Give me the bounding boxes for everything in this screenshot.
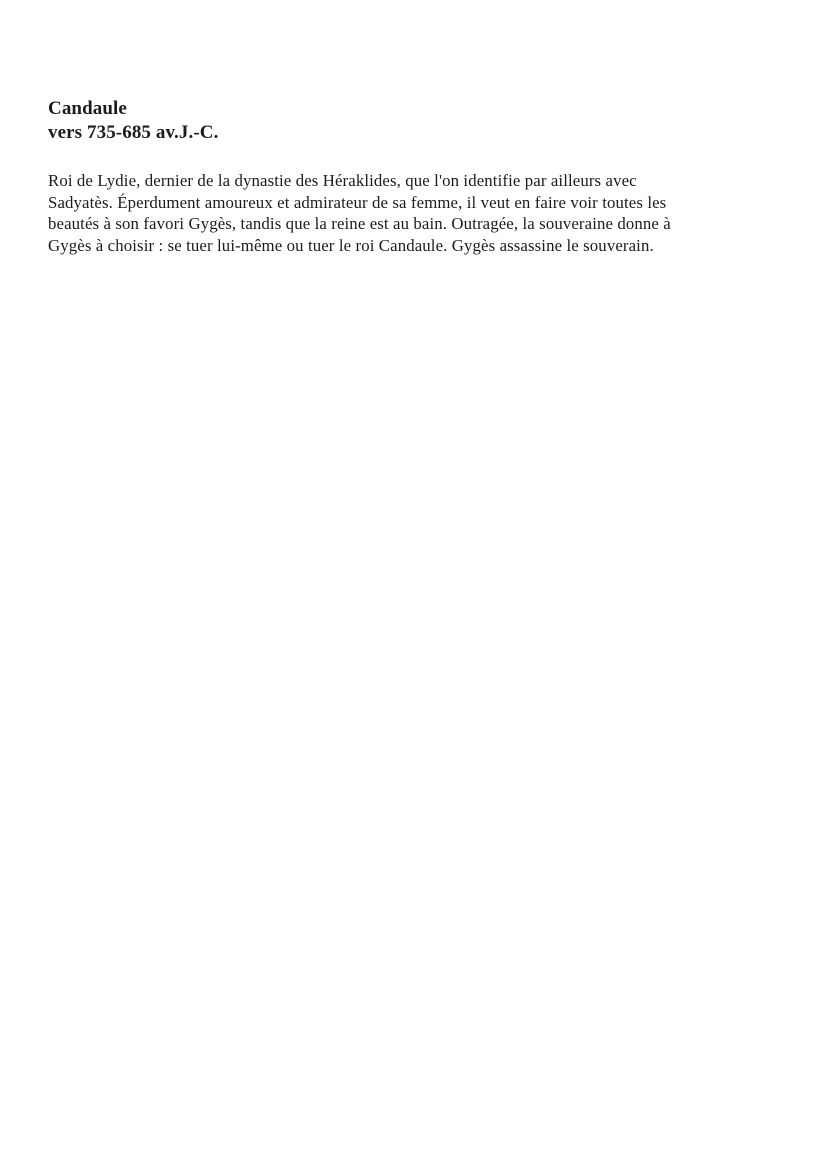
description-paragraph — [48, 170, 763, 256]
document-content — [48, 97, 763, 256]
paragraph-line: beautés à son favori Gygès, tandis que la reine est au bain. Outragée, la souveraine donne à — [48, 214, 671, 233]
paragraph-line: Sadyatès. Éperdument amoureux et admirateur de sa femme, il veut en faire voir toutes les — [48, 192, 667, 212]
paragraph-line: Gygès à choisir : se tuer lui-même ou tuer le roi Candaule. Gygès assassine le souverain. — [48, 235, 654, 255]
page-subtitle-dates: vers 735-685 av.J.-C. — [48, 122, 219, 143]
page-title: Candaule — [48, 98, 127, 119]
paragraph-line: Roi de Lydie, dernier de la dynastie des Héraklides, que l'on identifie par ailleurs avec — [48, 171, 637, 190]
